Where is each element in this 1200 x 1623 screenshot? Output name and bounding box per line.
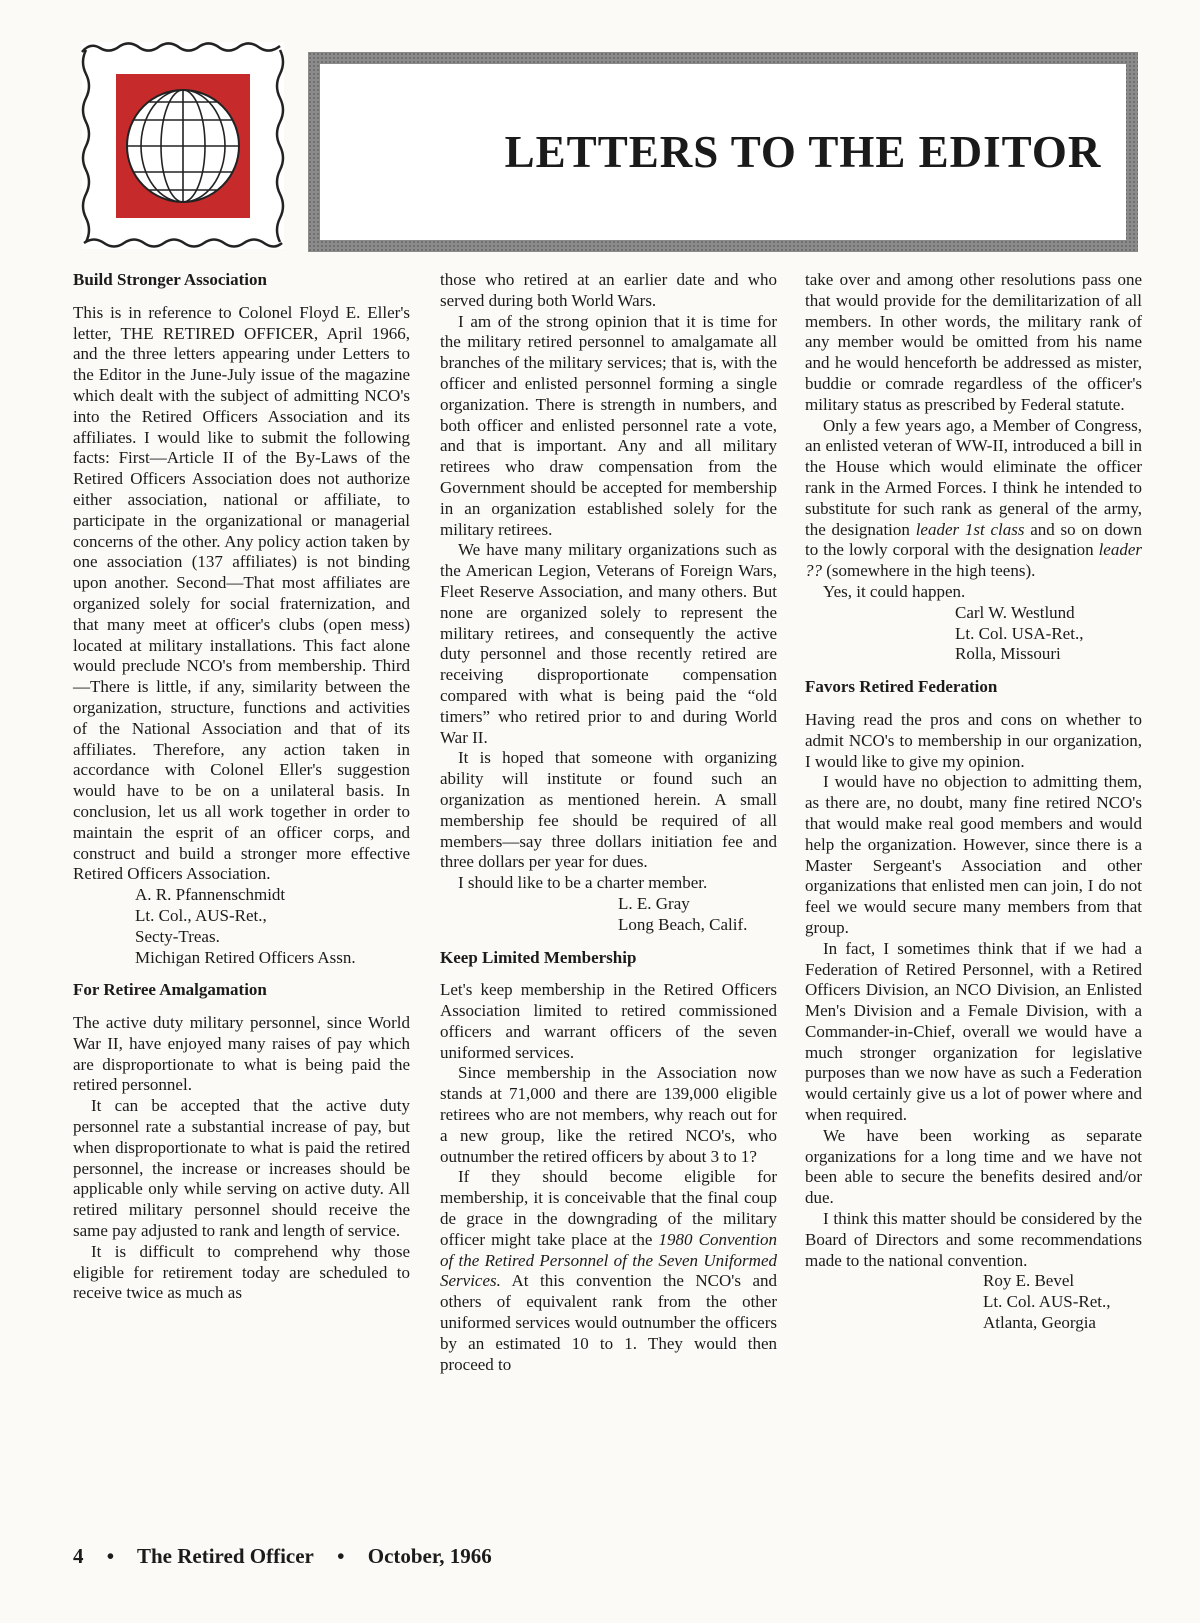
letter-paragraph: I think this matter should be considered by the Board of Directors and some recommendations made to the national convention.	[805, 1209, 1142, 1270]
letter-paragraph: Since membership in the Association now stands at 71,000 and there are 139,000 eligible retirees who are not members, why reach out for a new group, like the retired NCO's, who outnumber the retired officers by about 3 to 1?	[440, 1063, 777, 1166]
column-1	[73, 270, 410, 1304]
issue-date: October, 1966	[367, 1544, 492, 1568]
letter-paragraph: The active duty military personnel, since World War II, have enjoyed many raises of pay which are disproportionate to what is being paid the retired personnel.	[73, 1013, 410, 1095]
letter-paragraph: We have many military organizations such as the American Legion, Veterans of Foreign Wars, Fleet Reserve Association, and many others. But none are organized solely to represent the military retirees, and consequently the active duty personnel and those recently retired are receiving disproportionate compensation compared with what is being paid the “old timers” who retired prior to and during World War II.	[440, 540, 777, 747]
globe-stamp-icon	[78, 38, 288, 253]
letter-paragraph: Yes, it could happen.	[823, 581, 966, 601]
letter-paragraph: It can be accepted that the active duty personnel rate a substantial increase of pay, but when disproportionate to what is paid the retired personnel, the increase or increases should be applicable only while serving on active duty. All retired military personnel should receive the same pay adjusted to rank and length of service.	[73, 1096, 410, 1241]
letter-heading: Favors Retired Federation	[805, 677, 998, 697]
page-number: 4	[73, 1544, 84, 1568]
letter-paragraph: Having read the pros and cons on whether to admit NCO's to membership in our organization, I would like to give my opinion.	[805, 709, 1142, 771]
letter-signature: L. E. Gray Long Beach, Calif.	[618, 893, 748, 934]
letter-paragraph: I would have no objection to admitting them, as there are, no doubt, many fine retired NCO's that would make real good members and would help the organization. However, since there is a Master Sergeant's Association and other organizations that enlisted men can join, I do not feel we would secure many members from that group.	[805, 772, 1142, 937]
publication-name: The Retired Officer	[136, 1544, 314, 1568]
letter-paragraph: We have been working as separate organizations for a long time and we have not been able to secure the benefits desired and/or due.	[805, 1125, 1142, 1208]
letter-paragraph: those who retired at an earlier date and who served during both World Wars.	[440, 270, 777, 310]
letter-heading: Build Stronger Association	[73, 270, 267, 289]
title-banner	[308, 52, 1138, 252]
letter-paragraph: This is in reference to Colonel Floyd E. Eller's letter, THE RETIRED OFFICER, April 1966, and the three letters appearing under Letters to the Editor in the June-July issue of the magazine which dealt with the subject of admitting NCO's into the Retired Officers Association and its affiliates. I would like to submit the following facts: First—Article II of the By-Laws of the Retired Officers Association does not authorize either association, national or affiliate, to participate in the organizational or managerial concerns of the other. Any policy action taken by one association (137 affiliates) is not binding upon another. Second—That most affiliates are organized solely for social fraternization, and that many meet at officer's clubs (open mess) located at military installations. This fact alone would preclude NCO's from membership. Third—There is little, if any, similarity between the organization, structure, functions and activities of the National Association and that of its affiliates. Therefore, any action taken in accordance with Colonel Eller's suggestion would have to be on a unilateral basis. In conclusion, let us all work together in order to maintain the esprit of an officer corps, and construct and build a stronger more effective Retired Officers Association.	[73, 302, 410, 884]
letter-signature: Carl W. Westlund Lt. Col. USA-Ret., Rolla, Missouri	[955, 602, 1084, 664]
letter-paragraph: In fact, I sometimes think that if we had a Federation of Retired Personnel, with a Retired Officers Division, an NCO Division, an Enlisted Men's Division and a Female Division, with a Commander-in-Chief, overall we would have a much stronger organization for legislative purposes than we now have as such a Federation would certainly give us a lot of power where and when required.	[805, 938, 1142, 1125]
letter-heading: For Retiree Amalgamation	[73, 980, 267, 1000]
page-footer	[73, 1544, 510, 1569]
letter-heading: Keep Limited Membership	[440, 947, 637, 967]
column-2	[440, 270, 777, 1375]
letter-paragraph: Let's keep membership in the Retired Officers Association limited to retired commissioned officers and warrant officers of the seven uniformed services.	[440, 980, 777, 1062]
letter-paragraph: If they should become eligible for membership, it is conceivable that the final coup de grace in the downgrading of the military officer might take place at the 1980 Convention of the Retired Personnel of the Seven Uniformed Services. At this convention the NCO's and others of equivalent rank from the other uniformed services would outnumber the officers by an estimated 10 to 1. They would then proceed to	[440, 1167, 778, 1374]
letter-paragraph: I am of the strong opinion that it is time for the military retired personnel to amalgamate all branches of the military services; that is, with the officer and enlisted personnel forming a single organization. There is strength in numbers, and both officer and enlisted personnel rate a vote, and that is important. Any and all military retirees who draw compensation from the Government should be accepted for membership in an organization established solely for the military retirees.	[440, 311, 777, 539]
letter-paragraph: It is difficult to comprehend why those eligible for retirement today are scheduled to receive twice as much as	[73, 1241, 410, 1303]
column-3	[805, 270, 1142, 1334]
letter-paragraph: Only a few years ago, a Member of Congress, an enlisted veteran of WW-II, introduced a bill in the House which would eliminate the officer rank in the Armed Forces. I think he intended to substitute for such rank as general of the army, the designation leader 1st class and so on down to the lowly corporal with the designation leader ?? (somewhere in the high teens).	[805, 415, 1143, 581]
letter-paragraph: It is hoped that someone with organizing ability will institute or found such an organization as mentioned herein. A small membership fee should be required of all members—say three dollars initiation fee and three dollars per year for dues.	[440, 748, 777, 872]
page-title: LETTERS TO THE EDITOR	[504, 127, 1102, 177]
footer-bullet: •	[106, 1544, 115, 1568]
letter-signature: Roy E. Bevel Lt. Col. AUS-Ret., Atlanta, Georgia	[983, 1271, 1111, 1333]
letter-paragraph: I should like to be a charter member.	[458, 873, 708, 893]
footer-bullet: •	[337, 1544, 345, 1568]
letter-paragraph: take over and among other resolutions pass one that would provide for the demilitarization of all members. In other words, the military rank of any member would be omitted from his name and he would henceforth be addressed as mister, buddie or comrade regardless of the officer's military status as prescribed by Federal statute.	[805, 270, 1142, 414]
letter-signature: A. R. Pfannenschmidt Lt. Col., AUS-Ret., Secty-Treas. Michigan Retired Officers Assn.	[135, 885, 356, 967]
